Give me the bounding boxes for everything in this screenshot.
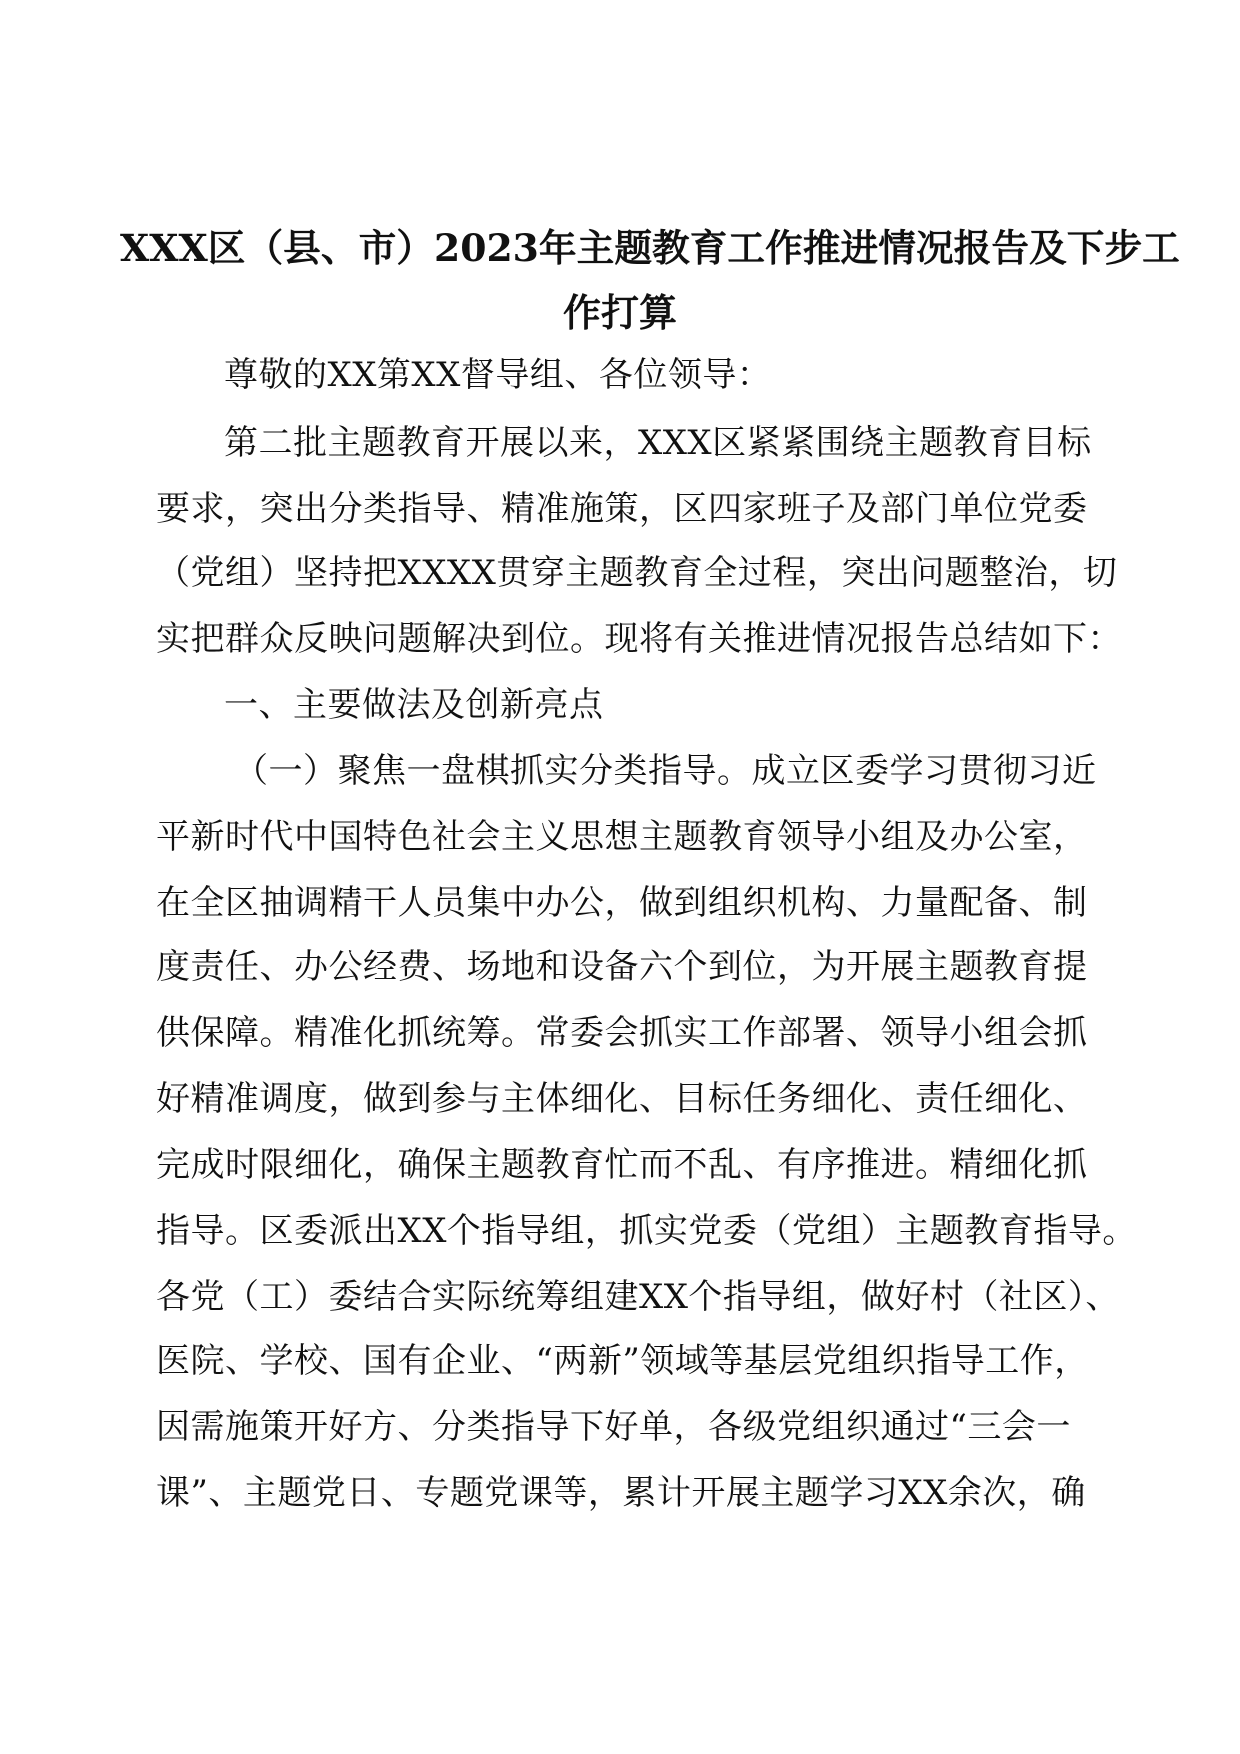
section-heading: 一、主要做法及创新亮点	[224, 685, 604, 725]
body-line: 课”、主题党日、专题党课等，累计开展主题学习XX余次，确	[156, 1473, 1086, 1513]
body-line: 第二批主题教育开展以来，XXX区紧紧围绕主题教育目标	[224, 423, 1092, 463]
document-title-line-2: 作打算	[562, 290, 677, 335]
body-line: 在全区抽调精干人员集中办公，做到组织机构、力量配备、制	[156, 883, 1088, 923]
body-line: 医院、学校、国有企业、“两新”领域等基层党组织指导工作，	[156, 1341, 1089, 1381]
body-line: 度责任、办公经费、场地和设备六个到位，为开展主题教育提	[156, 947, 1088, 987]
body-line: 供保障。精准化抓统筹。常委会抓实工作部署、领导小组会抓	[156, 1013, 1088, 1053]
body-line: 要求，突出分类指导、精准施策，区四家班子及部门单位党委	[156, 489, 1088, 529]
body-line: 实把群众反映问题解决到位。现将有关推进情况报告总结如下：	[156, 619, 1122, 659]
body-line: 好精准调度，做到参与主体细化、目标任务细化、责任细化、	[156, 1079, 1088, 1119]
body-line: 因需施策开好方、分类指导下好单，各级党组织通过“三会一	[156, 1407, 1071, 1447]
body-line: （党组）坚持把XXXX贯穿主题教育全过程，突出问题整治，切	[156, 553, 1118, 593]
document-title-line-1: XXX区（县、市）2023年主题教育工作推进情况报告及下步工	[120, 226, 1180, 270]
salutation: 尊敬的XX第XX督导组、各位领导：	[224, 355, 772, 395]
body-line: 指导。区委派出XX个指导组，抓实党委（党组）主题教育指导。	[156, 1211, 1137, 1251]
body-line: （一）聚焦一盘棋抓实分类指导。成立区委学习贯彻习近	[234, 751, 1097, 791]
body-line: 平新时代中国特色社会主义思想主题教育领导小组及办公室，	[156, 817, 1088, 857]
body-line: 完成时限细化，确保主题教育忙而不乱、有序推进。精细化抓	[156, 1145, 1088, 1185]
body-line: 各党（工）委结合实际统筹组建XX个指导组，做好村（社区）、	[156, 1277, 1120, 1317]
